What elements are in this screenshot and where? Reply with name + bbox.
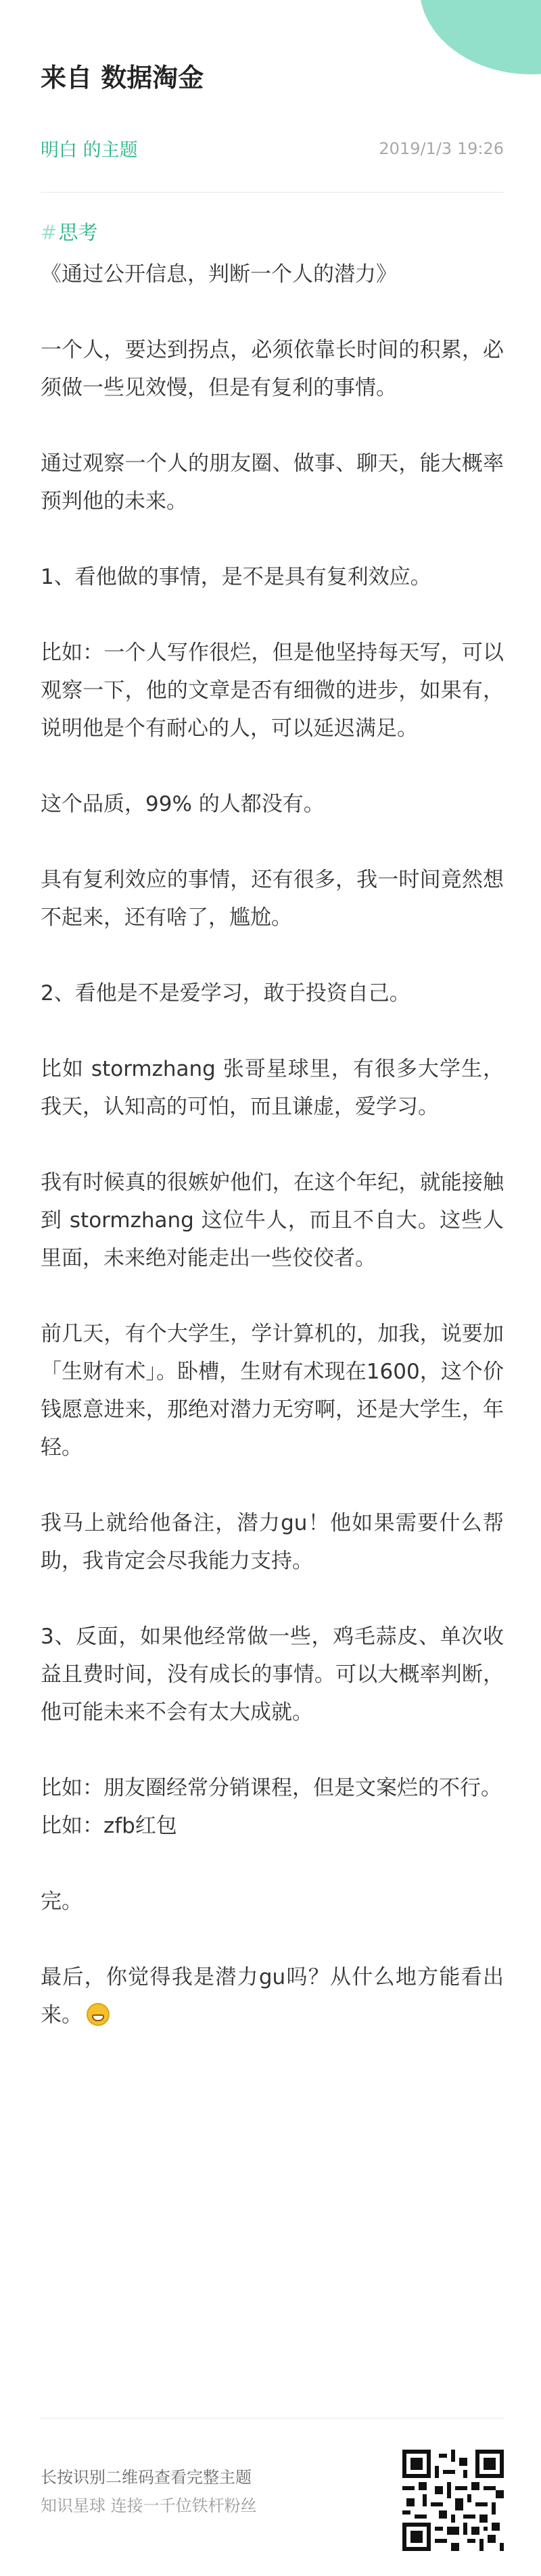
footer-text	[41, 2463, 257, 2520]
post-paragraph: 2、看他是不是爱学习，敢于投资自己。	[41, 981, 410, 1006]
post-body	[41, 255, 504, 2034]
grinning-face-emoji-icon	[87, 2003, 110, 2026]
post-paragraph: 一个人，要达到拐点，必须依靠长时间的积累，必须做一些见效慢，但是有复利的事情。	[41, 338, 504, 400]
post-paragraph: 比如：朋友圈经常分销课程，但是文案烂的不行。	[41, 1776, 502, 1800]
post-paragraph: 我有时候真的很嫉妒他们，在这个年纪，就能接触到 stormzhang 这位牛人，而且不自大。这些人里面，未来绝对能走出一些佼佼者。	[41, 1170, 504, 1270]
hashtag-link[interactable]	[41, 218, 97, 245]
post-paragraph: 这个品质，99% 的人都没有。	[41, 792, 325, 816]
footer	[41, 2450, 504, 2551]
post-date: 2019/1/3 19:26	[379, 139, 504, 158]
divider	[41, 2418, 504, 2419]
post-paragraph: 比如 stormzhang 张哥星球里，有很多大学生，我天，认知高的可怕，而且谦虚，爱学习。	[41, 1057, 504, 1119]
post-paragraph: 具有复利效应的事情，还有很多，我一时间竟然想不起来，还有啥了，尴尬。	[41, 868, 504, 930]
post-paragraph: 通过观察一个人的朋友圈、做事、聊天，能大概率预判他的未来。	[41, 451, 504, 514]
post-meta	[41, 135, 504, 162]
topic-author-link[interactable]: 明白 的主题	[41, 140, 138, 161]
hashtag-label: 思考	[58, 221, 98, 244]
footer-line-2: 知识星球 连接一千位铁杆粉丝	[41, 2496, 257, 2515]
post-paragraph-text: 最后，你觉得我是潜力gu吗？从什么地方能看出来。	[41, 1965, 504, 2027]
post-paragraph: 前几天，有个大学生，学计算机的，加我，说要加「生财有术」。卧槽，生财有术现在1600，这个价钱愿意进来，那绝对潜力无穷啊，还是大学生，年轻。	[41, 1322, 504, 1460]
post-paragraph: 1、看他做的事情，是不是具有复利效应。	[41, 565, 431, 589]
post-paragraph: 我马上就给他备注，潜力gu！他如果需要什么帮助，我肯定会尽我能力支持。	[41, 1511, 504, 1573]
divider	[41, 192, 504, 193]
page-title: 来自 数据淘金	[41, 63, 204, 93]
footer-line-1: 长按识别二维码查看完整主题	[41, 2468, 252, 2487]
post-paragraph: 完。	[41, 1889, 83, 1914]
post-paragraph: 《通过公开信息，判断一个人的潜力》	[41, 262, 397, 287]
post-paragraph: 比如：zfb红包	[41, 1814, 177, 1838]
hash-icon: #	[41, 221, 57, 244]
corner-decoration	[419, 0, 541, 74]
post-paragraph-last	[41, 1958, 504, 2034]
qr-code-icon[interactable]	[402, 2450, 504, 2551]
post-paragraph: 比如：一个人写作很烂，但是他坚持每天写，可以观察一下，他的文章是否有细微的进步，如果有，说明他是个有耐心的人，可以延迟满足。	[41, 641, 504, 741]
post-paragraph: 3、反面，如果他经常做一些，鸡毛蒜皮、单次收益且费时间，没有成长的事情。可以大概率判断，他可能未来不会有太大成就。	[41, 1625, 504, 1725]
